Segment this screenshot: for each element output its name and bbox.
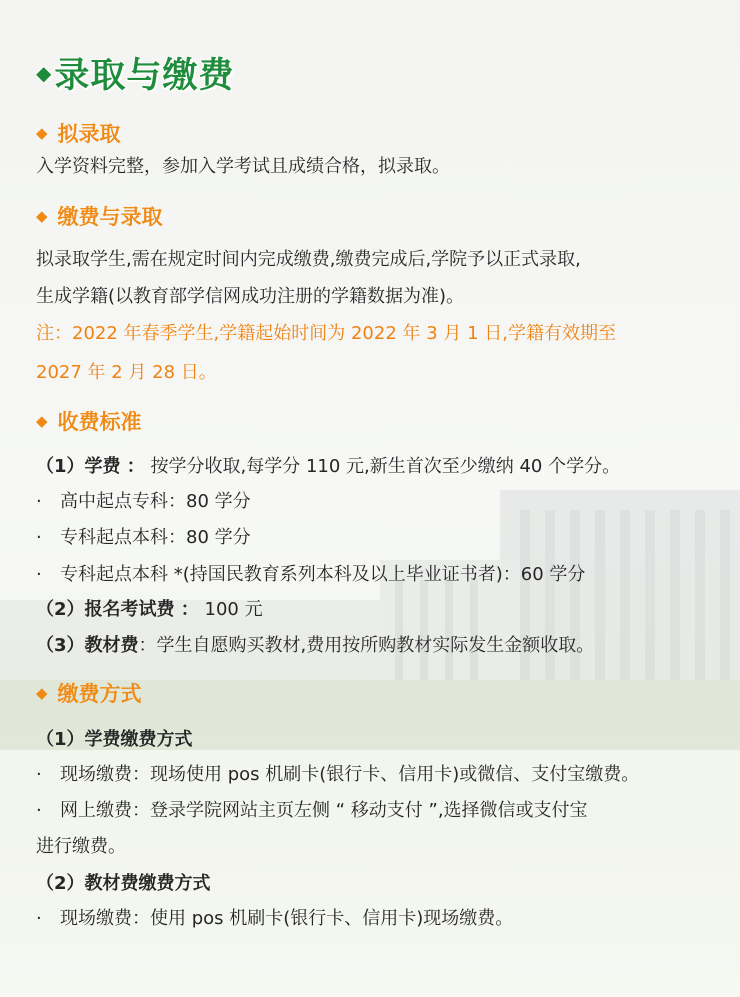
section-heading-text: 收费标准 bbox=[57, 410, 142, 434]
fee-text: ：学生自愿购买教材,费用按所购教材实际发生金额收取。 bbox=[138, 635, 595, 656]
section-text: 拟录取学生,需在规定时间内完成缴费,缴费完成后,学院予以正式录取, bbox=[36, 249, 581, 270]
list-item-text: 现场缴费：使用 pos 机刷卡(银行卡、信用卡)现场缴费。 bbox=[60, 908, 514, 929]
section-text: 生成学籍(以教育部学信网成功注册的学籍数据为准)。 bbox=[36, 286, 465, 307]
fee-text: 按学分收取,每学分 110 元,新生首次至少缴纳 40 个学分。 bbox=[144, 456, 621, 477]
section-heading-fee-standard bbox=[36, 406, 142, 436]
sub-heading-text: （2）教材费缴费方式 bbox=[36, 873, 211, 894]
section-heading-text: 拟录取 bbox=[57, 122, 121, 146]
list-item bbox=[36, 906, 513, 932]
fee-text: 100 元 bbox=[198, 599, 263, 620]
sub-heading bbox=[36, 727, 193, 753]
sub-heading bbox=[36, 871, 211, 897]
bullet-icon: · bbox=[36, 564, 42, 585]
fee-item-tuition bbox=[36, 454, 620, 480]
fee-label: （3）教材费 bbox=[36, 635, 139, 656]
diamond-icon: ◆ bbox=[36, 61, 53, 85]
list-item bbox=[36, 562, 585, 588]
fee-item-textbook bbox=[36, 633, 594, 659]
diamond-icon: ◆ bbox=[36, 124, 48, 142]
note-text: 注：2022 年春季学生,学籍起始时间为 2022 年 3 月 1 日,学籍有效期至 bbox=[36, 323, 617, 344]
page-title bbox=[36, 48, 234, 98]
list-item bbox=[36, 798, 588, 824]
list-item bbox=[36, 762, 639, 788]
fee-label: （1）学费 ： bbox=[36, 456, 145, 477]
fee-label: （2）报名考试费 ： bbox=[36, 599, 199, 620]
section-heading-payment-methods bbox=[36, 678, 142, 708]
bullet-icon: · bbox=[36, 764, 42, 785]
section-heading-text: 缴费方式 bbox=[57, 682, 142, 706]
diamond-icon: ◆ bbox=[36, 684, 48, 702]
section-heading-text: 缴费与录取 bbox=[57, 205, 163, 229]
list-item-text: 高中起点专科：80 学分 bbox=[60, 491, 251, 512]
diamond-icon: ◆ bbox=[36, 412, 48, 430]
section-heading-tentative-admission bbox=[36, 118, 121, 148]
bullet-icon: · bbox=[36, 800, 42, 821]
list-item bbox=[36, 525, 251, 551]
page-title-text: 录取与缴费 bbox=[54, 56, 235, 96]
bullet-icon: · bbox=[36, 908, 42, 929]
list-item-text: 专科起点本科 *(持国民教育系列本科及以上毕业证书者)：60 学分 bbox=[60, 564, 586, 585]
fee-item-exam bbox=[36, 597, 263, 623]
section-text: 入学资料完整，参加入学考试且成绩合格，拟录取。 bbox=[36, 156, 450, 177]
list-item bbox=[36, 489, 251, 515]
diamond-icon: ◆ bbox=[36, 207, 48, 225]
list-item-text: 网上缴费：登录学院网站主页左侧 “ 移动支付 ”,选择微信或支付宝 bbox=[60, 800, 588, 821]
list-item-text: 专科起点本科：80 学分 bbox=[60, 527, 251, 548]
sub-heading-text: （1）学费缴费方式 bbox=[36, 729, 193, 750]
bullet-icon: · bbox=[36, 491, 42, 512]
bullet-icon: · bbox=[36, 527, 42, 548]
section-heading-payment-admission bbox=[36, 201, 163, 231]
list-item-continuation: 进行缴费。 bbox=[36, 836, 126, 857]
list-item-text: 现场缴费：现场使用 pos 机刷卡(银行卡、信用卡)或微信、支付宝缴费。 bbox=[60, 764, 640, 785]
note-text: 2027 年 2 月 28 日。 bbox=[36, 362, 217, 383]
